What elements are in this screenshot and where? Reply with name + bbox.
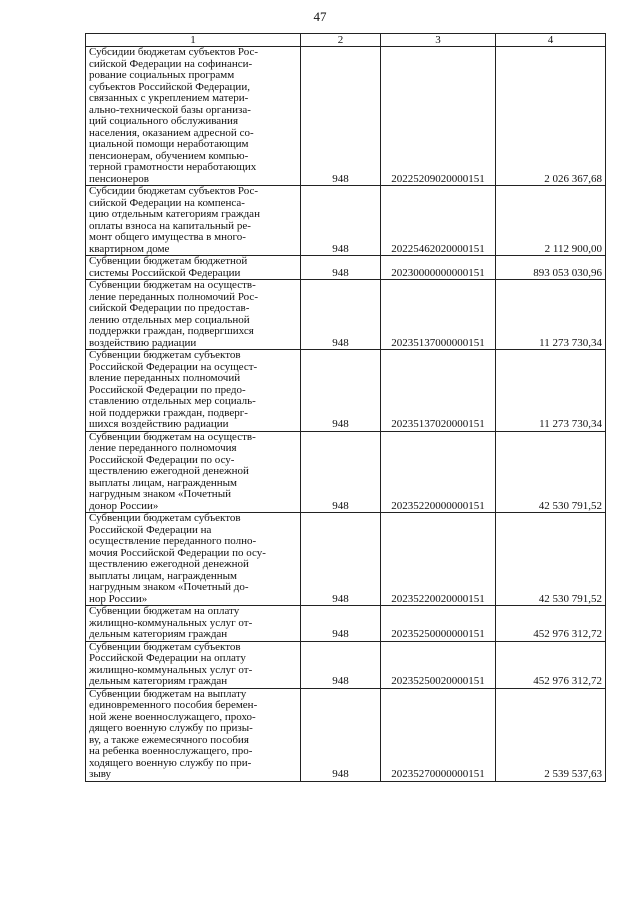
revenue-name-line: единовременного пособия беремен- bbox=[89, 699, 258, 711]
revenue-name-line: шихся воздействию радиации bbox=[89, 418, 229, 430]
column-header: 2 bbox=[301, 34, 381, 47]
admin-code-cell: 948 bbox=[301, 47, 381, 186]
revenue-name-line: жилищно-коммунальных услуг от- bbox=[89, 616, 253, 629]
table-row bbox=[86, 688, 606, 781]
revenue-name-cell bbox=[86, 606, 301, 642]
revenue-name-line: выплаты лицам, награжденным bbox=[89, 476, 237, 489]
revenue-name-line: пенсионерам, обучением компью- bbox=[89, 149, 249, 162]
revenue-name-line: ходящего военную службу по при- bbox=[89, 756, 252, 769]
revenue-name-line: ление переданных полномочий Рос- bbox=[89, 290, 258, 303]
kbk-code-cell: 20235220020000151 bbox=[381, 513, 496, 606]
revenue-name-line: ной поддержки граждан, подверг- bbox=[89, 406, 248, 419]
revenue-name-line: связанных с укреплением матери- bbox=[89, 92, 249, 104]
revenue-name-line: ществлению ежегодной денежной bbox=[89, 558, 249, 570]
revenue-name-line: Российской Федерации на осущест- bbox=[89, 360, 258, 373]
amount-cell: 452 976 312,72 bbox=[496, 606, 606, 642]
revenue-name-line: ально-технической базы организа- bbox=[89, 103, 251, 116]
revenue-name-line: Субвенции бюджетам субъектов bbox=[89, 349, 241, 361]
revenue-name-line: мочия Российской Федерации по осу- bbox=[89, 546, 266, 559]
revenue-name-line: ций социального обслуживания bbox=[89, 115, 238, 127]
table-row bbox=[86, 350, 606, 432]
revenue-name-line: выплаты лицам, награжденным bbox=[89, 569, 237, 582]
table-row bbox=[86, 513, 606, 606]
revenue-name-line: циальной помощи неработающим bbox=[89, 138, 249, 150]
revenue-name-line: Субвенции бюджетам субъектов bbox=[89, 512, 241, 524]
admin-code-cell: 948 bbox=[301, 186, 381, 256]
revenue-name-line: рование социальных программ bbox=[89, 69, 235, 81]
revenue-name-cell bbox=[86, 256, 301, 280]
revenue-name-line: сийской Федерации на софинанси- bbox=[89, 57, 253, 70]
revenue-name-line: Российской Федерации по предо- bbox=[89, 383, 246, 396]
table-row bbox=[86, 256, 606, 280]
revenue-name-line: дящего военную службу по призы- bbox=[89, 722, 253, 734]
amount-cell: 2 112 900,00 bbox=[496, 186, 606, 256]
revenue-name-line: ной жене военнослужащего, прохо- bbox=[89, 710, 256, 723]
revenue-name-line: нагрудным знаком «Почетный до- bbox=[89, 581, 249, 593]
revenue-name-line: вление переданных полномочий bbox=[89, 372, 241, 384]
table-row bbox=[86, 641, 606, 688]
revenue-name-line: Российской Федерации по осу- bbox=[89, 453, 235, 466]
revenue-name-line: Субвенции бюджетам субъектов bbox=[89, 641, 241, 653]
kbk-code-cell: 20235220000000151 bbox=[381, 431, 496, 513]
amount-cell: 893 053 030,96 bbox=[496, 256, 606, 280]
revenue-name-line: населения, оказанием адресной со- bbox=[89, 126, 254, 139]
kbk-code-cell: 20235137000000151 bbox=[381, 280, 496, 350]
amount-cell: 42 530 791,52 bbox=[496, 513, 606, 606]
kbk-code-cell: 20235250000000151 bbox=[381, 606, 496, 642]
column-header: 1 bbox=[86, 34, 301, 47]
revenue-name-line: Субвенции бюджетам на оплату bbox=[89, 605, 240, 617]
admin-code-cell: 948 bbox=[301, 688, 381, 781]
admin-code-cell: 948 bbox=[301, 513, 381, 606]
revenue-name-cell bbox=[86, 186, 301, 256]
budget-table bbox=[85, 33, 606, 782]
table-row bbox=[86, 431, 606, 513]
admin-code-cell: 948 bbox=[301, 606, 381, 642]
revenue-name-line: лению отдельных мер социальной bbox=[89, 313, 250, 326]
kbk-code-cell: 20225462020000151 bbox=[381, 186, 496, 256]
revenue-name-line: Субсидии бюджетам субъектов Рос- bbox=[89, 46, 259, 58]
revenue-name-line: ществлению ежегодной денежной bbox=[89, 465, 249, 477]
revenue-name-line: цию отдельным категориям граждан bbox=[89, 208, 260, 220]
revenue-name-line: субъектов Российской Федерации, bbox=[89, 80, 250, 93]
amount-cell: 452 976 312,72 bbox=[496, 641, 606, 688]
revenue-name-line: Субвенции бюджетам бюджетной bbox=[89, 255, 248, 267]
table-row bbox=[86, 606, 606, 642]
revenue-name-line: Субвенции бюджетам на выплату bbox=[89, 688, 247, 700]
page-number: 47 bbox=[313, 9, 327, 24]
revenue-name-line: оплаты взноса на капитальный ре- bbox=[89, 219, 251, 232]
amount-cell: 42 530 791,52 bbox=[496, 431, 606, 513]
admin-code-cell: 948 bbox=[301, 256, 381, 280]
kbk-code-cell: 20235270000000151 bbox=[381, 688, 496, 781]
table-row bbox=[86, 280, 606, 350]
kbk-code-cell: 20230000000000151 bbox=[381, 256, 496, 280]
kbk-code-cell: 20225209020000151 bbox=[381, 47, 496, 186]
table-body bbox=[86, 47, 606, 782]
revenue-name-cell bbox=[86, 280, 301, 350]
revenue-name-line: поддержки граждан, подвергшихся bbox=[89, 325, 254, 337]
revenue-name-line: ление переданного полномочия bbox=[89, 442, 237, 454]
revenue-name-cell bbox=[86, 47, 301, 186]
revenue-name-cell bbox=[86, 350, 301, 432]
revenue-name-line: терной грамотности неработающих bbox=[89, 161, 257, 173]
revenue-name-cell bbox=[86, 688, 301, 781]
revenue-name-line: ставлению отдельных мер социаль- bbox=[89, 395, 256, 407]
header-row bbox=[86, 34, 606, 47]
admin-code-cell: 948 bbox=[301, 280, 381, 350]
revenue-name-line: донор России» bbox=[89, 499, 159, 512]
revenue-name-line: монт общего имущества в много- bbox=[89, 231, 246, 243]
amount-cell: 11 273 730,34 bbox=[496, 350, 606, 432]
table-row bbox=[86, 47, 606, 186]
revenue-name-line: воздействию радиации bbox=[89, 336, 197, 349]
revenue-name-line: Российской Федерации на оплату bbox=[89, 652, 246, 664]
revenue-name-line: осуществление переданного полно- bbox=[89, 535, 257, 547]
revenue-name-line: квартирном доме bbox=[89, 242, 170, 255]
revenue-name-cell bbox=[86, 513, 301, 606]
revenue-name-cell bbox=[86, 431, 301, 513]
revenue-name-line: системы Российской Федерации bbox=[89, 266, 241, 279]
revenue-name-line: дельным категориям граждан bbox=[89, 675, 228, 687]
revenue-name-line: жилищно-коммунальных услуг от- bbox=[89, 663, 253, 676]
revenue-name-line: пенсионеров bbox=[89, 172, 149, 185]
kbk-code-cell: 20235137020000151 bbox=[381, 350, 496, 432]
amount-cell: 11 273 730,34 bbox=[496, 280, 606, 350]
amount-cell: 2 539 537,63 bbox=[496, 688, 606, 781]
revenue-name-line: Субсидии бюджетам субъектов Рос- bbox=[89, 185, 259, 197]
revenue-name-line: сийской Федерации по предостав- bbox=[89, 302, 250, 314]
amount-cell: 2 026 367,68 bbox=[496, 47, 606, 186]
revenue-name-line: нагрудным знаком «Почетный bbox=[89, 488, 231, 500]
column-header: 4 bbox=[496, 34, 606, 47]
revenue-name-line: зыву bbox=[89, 768, 112, 780]
table-row bbox=[86, 186, 606, 256]
revenue-name-line: сийской Федерации на компенса- bbox=[89, 196, 245, 209]
revenue-name-line: дельным категориям граждан bbox=[89, 628, 228, 640]
admin-code-cell: 948 bbox=[301, 431, 381, 513]
kbk-code-cell: 20235250020000151 bbox=[381, 641, 496, 688]
revenue-name-line: Субвенции бюджетам на осуществ- bbox=[89, 279, 256, 291]
admin-code-cell: 948 bbox=[301, 641, 381, 688]
revenue-name-cell bbox=[86, 641, 301, 688]
revenue-name-line: Субвенции бюджетам на осуществ- bbox=[89, 431, 256, 443]
revenue-name-line: ву, а также ежемесячного пособия bbox=[89, 733, 249, 746]
revenue-name-line: нор России» bbox=[89, 592, 148, 605]
revenue-name-line: Российской Федерации на bbox=[89, 523, 212, 536]
column-header: 3 bbox=[381, 34, 496, 47]
admin-code-cell: 948 bbox=[301, 350, 381, 432]
revenue-name-line: на ребенка военнослужащего, про- bbox=[89, 745, 253, 757]
